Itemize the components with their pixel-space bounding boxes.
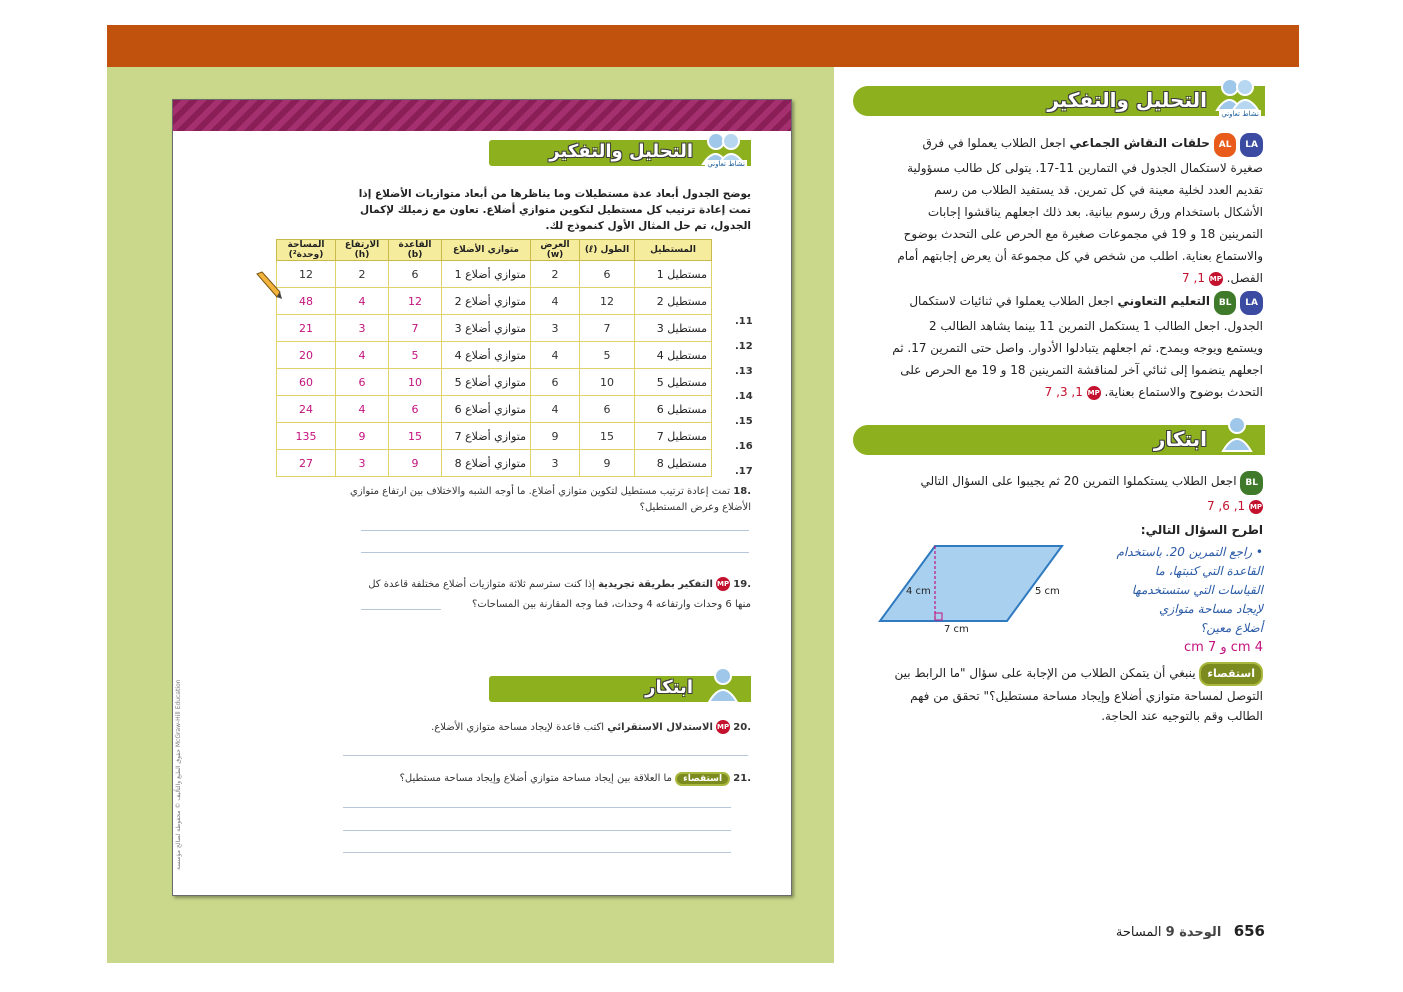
table-row [277,342,712,369]
la-badge: LA [1240,133,1263,157]
cell-area: 135 [277,423,336,450]
analysis-banner-title: التحليل والتفكير [549,141,693,162]
cell-base: 6 [389,396,442,423]
create-banner [489,676,751,702]
header-length: الطول (ℓ) [580,240,635,261]
table-row [277,261,712,288]
cell-area: 20 [277,342,336,369]
cell-height: 6 [336,369,389,396]
cell-height: 9 [336,423,389,450]
question-20: .20 MP الاستدلال الاستقرائي اكتب قاعدة لإيجاد مساحة متوازي الأضلاع. [431,722,751,733]
cell-base: 12 [389,288,442,315]
header-width: العرض (w) [531,240,580,261]
row-number: .12 [735,341,753,352]
inquiry-block: استقصاء ينبغي أن يتمكن الطلاب من الإجابة على سؤال "ما الرابط بين التوصل لمساحة متوازي أضلاع وإيجاد مساحة مستطيل؟" تحقق من فهم الطالب وقم بالتوجيه عند الحاجة. [858,662,1263,726]
cell-rectangle: مستطيل 6 [635,396,712,423]
answer-line [343,830,731,831]
answer-line [361,552,749,553]
answer-line [361,609,441,610]
row-number: .11 [735,316,753,327]
answer-line [343,755,748,756]
la-badge: LA [1240,291,1263,315]
cell-base: 9 [389,450,442,477]
fig-label-side: 5 cm [1035,586,1060,597]
cell-width: 2 [531,261,580,288]
cell-height: 3 [336,315,389,342]
table-row [277,315,712,342]
cell-area: 27 [277,450,336,477]
teacher-analysis-banner-title: التحليل والتفكير [1047,88,1207,112]
cell-height: 2 [336,261,389,288]
question-21: .21 استقصاء ما العلاقة بين إيجاد مساحة متوازي أضلاع وإيجاد مساحة مستطيل؟ [399,773,751,784]
question-19: .19 MP التفكير بطريقة تجريدية إذا كنت سترسم ثلاثة متوازيات أضلاع مختلفة قاعدة كل منها 6 وحدات وارتفاعه 4 وحدات، فما وجه المقارنة بين المساحات؟ [368,579,751,610]
cell-height: 3 [336,450,389,477]
cell-parallelogram: متوازي أضلاع 1 [442,261,531,288]
cell-parallelogram: متوازي أضلاع 2 [442,288,531,315]
cell-width: 3 [531,315,580,342]
dimensions-table [276,239,712,477]
row-number: .17 [735,466,753,477]
cell-parallelogram: متوازي أضلاع 7 [442,423,531,450]
cell-length: 6 [580,396,635,423]
inquiry-badge: استقصاء [675,772,730,786]
create-banner-title: ابتكار [645,677,693,698]
row-number: .13 [735,366,753,377]
copyright-credit: حقوق الطبع والتأليف © محفوظة لصالح مؤسسة McGraw-Hill Education [175,679,182,870]
teacher-create-banner-title: ابتكار [1153,427,1207,451]
cell-length: 10 [580,369,635,396]
parallelogram-shape [880,546,1062,621]
cell-length: 6 [580,261,635,288]
practice-icon: MP [1087,386,1101,400]
cell-area: 60 [277,369,336,396]
bullet-question: • راجع التمرين 20. باستخدام القاعدة التي كتبتها، ما القياسات التي ستستخدمها لإيجاد مساحة متوازي أضلاع معين؟ 4 cm و 7 cm [1095,543,1263,657]
create-icon [1211,413,1263,453]
cell-length: 7 [580,315,635,342]
fig-label-height: 4 cm [906,586,931,597]
cell-width: 4 [531,288,580,315]
bl-badge: BL [1240,471,1263,495]
practice-icon: MP [1249,500,1263,514]
header-stripe [173,100,791,131]
row-number: .14 [735,391,753,402]
cell-height: 4 [336,288,389,315]
group-discussion-block: LA AL حلقات النقاش الجماعي اجعل الطلاب يعملوا في فرق صغيرة لاستكمال الجدول في التمارين 11-17. يتولى كل طالب مسؤولية تقديم العدد لخلية معينة في كل تمرين. قد يستفيد الطلاب من رسم الأشكال باستخدام ورق رسوم بيانية. بعد ذلك اجعلهم يناقشوا إجابات التمرينين 18 و 19 في مجموعات صغيرة مع الحرص على التحدث بوضوح والاستماع بعناية. اطلب من شخص في كل مجموعة أن يعرض إجابتهم أمام الفصل. MP 1, 7 [858,132,1263,289]
student-page [172,99,792,896]
header-parallelogram: متوازي الأضلاع [442,240,531,261]
cell-rectangle: مستطيل 4 [635,342,712,369]
cell-base: 15 [389,423,442,450]
q18-number: .18 [733,486,751,497]
page-footer [1090,922,1265,940]
header-area: المساحة (وحدة²) [277,240,336,261]
cell-rectangle: مستطيل 2 [635,288,712,315]
pencil-icon [253,270,283,300]
answer-line [343,852,731,853]
cell-width: 4 [531,342,580,369]
cell-base: 6 [389,261,442,288]
cell-rectangle: مستطيل 1 [635,261,712,288]
collaboration-tag: نشاط تعاوني [707,160,745,168]
page-number: 656 [1233,922,1265,940]
cell-height: 4 [336,342,389,369]
cell-parallelogram: متوازي أضلاع 8 [442,450,531,477]
cell-area: 21 [277,315,336,342]
table-row [277,450,712,477]
header-base: القاعدة (b) [389,240,442,261]
table-row [277,288,712,315]
analysis-banner [489,140,751,166]
cell-rectangle: مستطيل 8 [635,450,712,477]
cell-area: 24 [277,396,336,423]
answer-line [361,530,749,531]
cell-length: 5 [580,342,635,369]
cell-parallelogram: متوازي أضلاع 4 [442,342,531,369]
cell-area: 12 [277,261,336,288]
cell-width: 4 [531,396,580,423]
inquiry-badge: استقصاء [1199,662,1263,686]
table-row [277,369,712,396]
row-number: .15 [735,416,753,427]
cell-rectangle: مستطيل 5 [635,369,712,396]
bullet-answer: 4 cm و 7 cm [1183,640,1263,655]
question-18: .18 تمت إعادة ترتيب مستطيل لتكوين متوازي أضلاع. ما أوجه الشبه والاختلاف بين ارتفاع متوازي الأضلاع وعرض المستطيل؟ [350,486,751,513]
create-icon [697,664,749,704]
q20-number: .20 [733,722,751,733]
cell-length: 12 [580,288,635,315]
topic-label: المساحة [1115,925,1162,940]
bl-badge: BL [1214,291,1237,315]
ask-title: اطرح السؤال التالي: [1140,523,1263,537]
cell-rectangle: مستطيل 3 [635,315,712,342]
cell-width: 6 [531,369,580,396]
cell-rectangle: مستطيل 7 [635,423,712,450]
cell-base: 10 [389,369,442,396]
table-header-row [277,240,712,261]
intro-text: يوضح الجدول أبعاد عدة مستطيلات وما يناظرها من أبعاد متوازيات الأضلاع إذا تمت إعادة ترتيب كل مستطيل لتكوين متوازي أضلاع. تعاون مع زميلك لإكمال الجدول، تم حل المثال الأول كنموذج لك. [358,188,751,232]
top-band [107,25,1299,67]
cell-parallelogram: متوازي أضلاع 3 [442,315,531,342]
header-height: الارتفاع (h) [336,240,389,261]
q19-number: .19 [733,579,751,590]
create-block: BL اجعل الطلاب يستكملوا التمرين 20 ثم يجيبوا على السؤال التالي MP 1, 6, 7 اطرح السؤال التالي: [858,470,1263,541]
collaboration-tag: نشاط تعاوني [1221,110,1259,118]
fig-label-base: 7 cm [944,624,969,635]
cell-height: 4 [336,396,389,423]
cell-parallelogram: متوازي أضلاع 5 [442,369,531,396]
practice-icon: MP [716,720,730,734]
teacher-analysis-banner [853,86,1265,116]
cell-width: 3 [531,450,580,477]
cell-base: 5 [389,342,442,369]
practice-icon: MP [716,577,730,591]
cell-area: 48 [277,288,336,315]
answer-line [343,807,731,808]
unit-label: الوحدة 9 [1165,925,1222,940]
cooperative-learning-block: LA BL التعليم التعاوني اجعل الطلاب يعملوا في ثنائيات لاستكمال الجدول. اجعل الطالب 1 يستكمل التمرين 11 بينما يشاهد الطالب 2 ويستمع ويوجه ويمدح. ثم اجعلهم يتبادلوا الأدوار. واصل حتى التمرين 17. ثم اجعلهم ينضموا إلى ثنائي آخر لمناقشة التمرينين 18 و 19 مع الحرص على التحدث بوضوح والاستماع بعناية. MP 1, 3, 7 [858,290,1263,403]
cell-parallelogram: متوازي أضلاع 6 [442,396,531,423]
cell-length: 9 [580,450,635,477]
practice-icon: MP [1209,272,1223,286]
cell-base: 7 [389,315,442,342]
row-number: .16 [735,441,753,452]
al-badge: AL [1214,133,1237,157]
teacher-create-banner [853,425,1265,455]
table-row [277,396,712,423]
header-rectangle: المستطيل [635,240,712,261]
cell-width: 9 [531,423,580,450]
q21-number: .21 [733,773,751,784]
collaboration-icon [1211,74,1263,114]
cell-length: 15 [580,423,635,450]
table-row [277,423,712,450]
